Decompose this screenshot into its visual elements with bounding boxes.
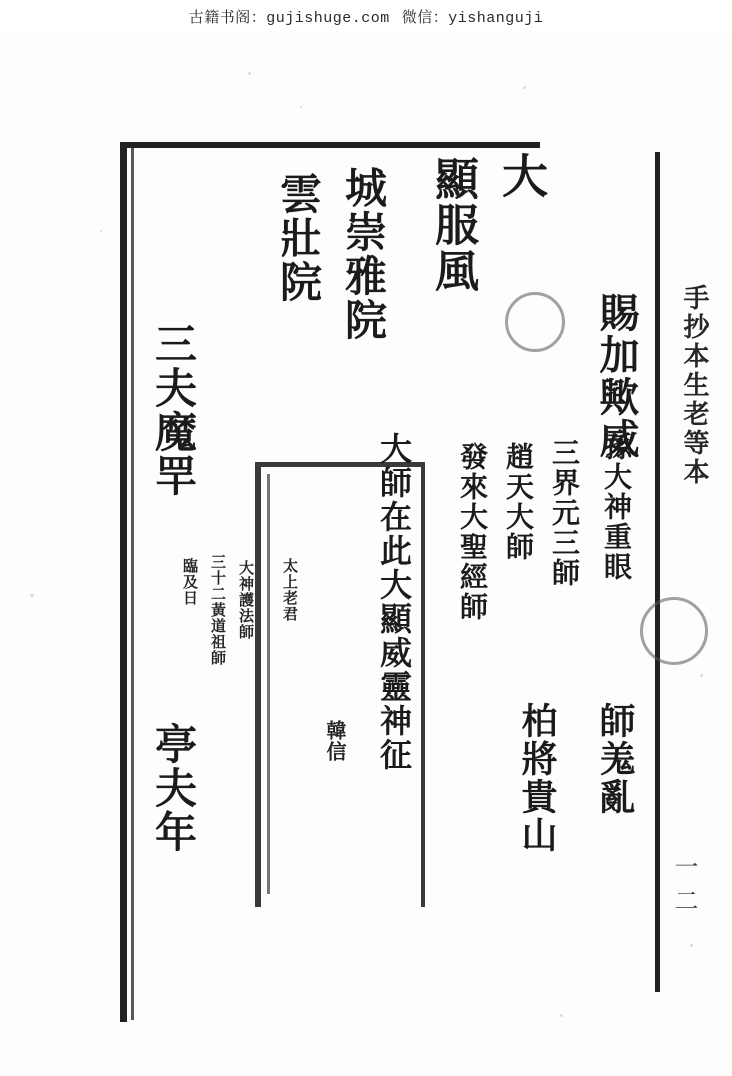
frame-border-top [120, 142, 540, 148]
text-column-8: 大師在此大顯威靈神征 [375, 432, 413, 772]
site-watermark [0, 6, 732, 27]
text-column-10: 趙天大師 [502, 442, 535, 562]
watermark-site-url: gujishuge.com [266, 10, 390, 27]
text-column-1: 大 [495, 152, 549, 200]
scan-speck [30, 594, 34, 597]
margin-annotation: 手抄本生老等本 [679, 284, 709, 487]
margin-page-number: 一二 [670, 854, 698, 922]
scan-speck [300, 106, 302, 108]
interlinear-note-4: 臨及日 [181, 558, 199, 606]
watermark-wechat-id: yishanguji [448, 10, 544, 27]
text-column-11: 三界元三師 [548, 438, 581, 588]
round-seal-icon [640, 597, 708, 665]
frame-border-left [120, 142, 127, 1022]
text-column-13: 師羗亂 [594, 702, 636, 816]
text-column-7: 亭夫年 [149, 722, 198, 854]
scan-speck [248, 72, 251, 75]
round-seal-icon [505, 292, 565, 352]
text-column-3: 城崇雅院 [339, 166, 388, 342]
frame-border-right [655, 152, 660, 992]
interlinear-note-1: 三十二黃道祖師 [209, 554, 227, 666]
text-column-5: 賜加歟威 [593, 292, 640, 460]
text-column-9: 發來大聖經師 [456, 442, 489, 622]
scan-speck [100, 230, 102, 232]
interlinear-note-5: 韓信 [323, 720, 347, 762]
interlinear-note-2: 大神護法師 [237, 560, 255, 640]
page-frame [120, 142, 665, 1022]
scan-speck [700, 674, 703, 677]
scanned-page [0, 34, 732, 1076]
text-column-2: 顯服風 [427, 156, 478, 294]
scan-speck [523, 86, 526, 89]
text-column-6: 三夫魔䍐 [149, 322, 198, 498]
text-column-12: 孫大神重眼 [600, 432, 633, 582]
scan-speck [690, 944, 693, 947]
text-column-14: 柏將貴山 [516, 702, 558, 854]
text-column-4: 雲壯院 [274, 172, 323, 304]
watermark-wechat-label: 微信： [401, 10, 449, 27]
frame-border-left-inner [131, 148, 134, 1020]
watermark-site-label: 古籍书阁： [188, 10, 267, 27]
interlinear-note-3: 太上老君 [281, 558, 299, 622]
